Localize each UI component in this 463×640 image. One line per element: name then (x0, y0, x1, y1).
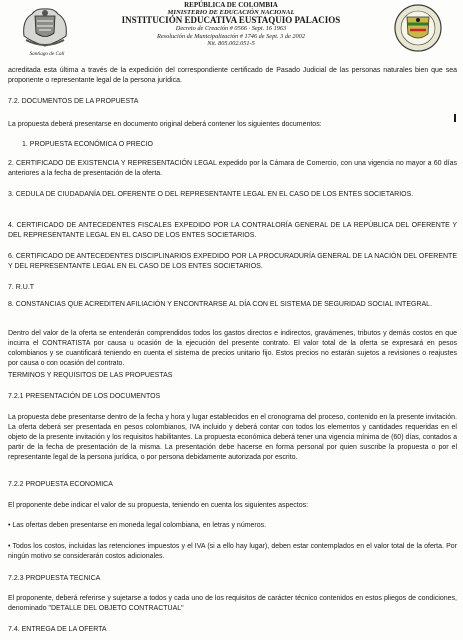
seal-caption: Santiago de Cali (29, 51, 65, 57)
nit-line: Nit. 805.002.051-5 (207, 39, 255, 47)
section-heading-7-2-2: 7.2.2 PROPUESTA ECONOMICA (8, 481, 113, 488)
letterhead (0, 0, 463, 64)
decree-line: Decreto de Creación # 0566 · Sept. 16 1963 (175, 25, 287, 33)
institution-header (100, 2, 362, 47)
ministry-line: MINISTERIO DE EDUCACIÓN NACIONAL (167, 9, 295, 17)
institution-name: INSTITUCIÓN EDUCATIVA EUSTAQUIO PALACIOS (121, 15, 341, 26)
section-heading-7-2-3: 7.2.3 PROPUESTA TECNICA (8, 575, 101, 582)
paragraph-documents: La propuesta deberá presentarse en documento original deberá contener los siguientes documentos: (8, 121, 322, 128)
list-item-6: 6. CERTIFICADO DE ANTECEDENTES DISCIPLINARIOS EXPEDIDO POR LA PROCURADURÍA GENERAL DE LA NACIÓN DEL OFERENTE Y DEL REPRESENTANTE LEGAL EN EL CASO DE LOS ENTES SOCIETARIOS. (8, 253, 457, 270)
city-coat-of-arms-icon (22, 6, 68, 50)
section-heading-7-2: 7.2. DOCUMENTOS DE LA PROPUESTA (8, 98, 139, 105)
paragraph-intro: acreditada esta última a través de la expedición del correspondiente certificado de Pasado Judicial de las personas naturales bien que sea proponente o representante legal de la persona jurídica. (8, 67, 457, 84)
list-item-8: 8. CONSTANCIAS QUE ACREDITEN AFILIACIÓN Y ENCONTRARSE AL DÍA CON EL SISTEMA DE SEGURIDAD SOCIAL INTEGRAL. (8, 301, 432, 308)
list-item-3: 3. CEDULA DE CIUDADANÍA DEL OFERENTE O DEL REPRESENTANTE LEGAL EN EL CASO DE LOS ENTES SOCIETARIOS. (8, 191, 414, 198)
bullet-currency: • Las ofertas deben presentarse en moneda legal colombiana, en letras y números. (8, 522, 267, 529)
bullet-costs: • Todos los costos, incluidas las retenciones impuestos y el IVA (si a ello hay lugar), deben estar contemplados en el valor total de la oferta. Por ningún motivo se considerarán costos adicionales. (8, 543, 457, 560)
list-item-2: 2. CERTIFICADO DE EXISTENCIA Y REPRESENTACIÓN LEGAL expedido por la Cámara de Comercio, con una vigencia no mayor a 60 días anteriores a la fecha de presentación de la oferta. (8, 160, 457, 177)
terms-heading: TERMINOS Y REQUISITOS DE LAS PROPUESTAS (8, 372, 173, 379)
republic-line: REPÚBLICA DE COLOMBIA (184, 1, 278, 9)
scan-mark (454, 114, 456, 122)
paragraph-technical: El proponente, deberá referirse y sujetarse a todos y cada uno de los requisitos de carácter técnico contenidos en estos pliegos de condiciones, denominado "DETALLE DEL OBJETO CONTRACTUAL" (8, 595, 457, 612)
school-crest-icon (393, 4, 443, 52)
resolution-line: Resolución de Municipalización # 1746 de Sept. 3 de 2002 (157, 32, 305, 40)
list-item-7: 7. R.U.T (8, 284, 35, 291)
list-item-4: 4. CERTIFICADO DE ANTECEDENTES FISCALES EXPEDIDO POR LA CONTRALORÍA GENERAL DE LA REPÚBLICA DEL OFERENTE Y DEL REPRESENTANTE LEGAL EN EL CASO DE LOS ENTES SOCIETARIOS. (8, 222, 457, 239)
paragraph-offer-value: Dentro del valor de la oferta se entenderán comprendidos todos los gastos directos e indirectos, gravámenes, tributos y demás costos en que incurra el CONTRATISTA por causa u ocasión de la ejecución del presente contrato. El valor total de la oferta se expresará en pesos colombianos y se cuantificará teniendo en cuenta el sistema de precios unitario fijo. Estos precios no estarán sujetos a revisiones o reajustes por causa o con ocasión del contrato. (8, 330, 457, 367)
section-heading-7-4: 7.4. ENTREGA DE LA OFERTA (8, 626, 107, 633)
paragraph-presentation: La propuesta debe presentarse dentro de la fecha y hora y lugar establecidos en el cronograma del proceso, contenido en la presente invitación. La oferta deberá ser presentada en pesos colombianos, IVA incluido y deberá contar con todos los elementos y cantidades requeridas en el objeto de la presente invitación y los requisitos habilitantes. La propuesta económica deberá tener una vigencia mínima de (60) días, contados a partir de la fecha de presentación de la misma. La presentación debe hacerse en forma personal por quien suscribe la propuesta o por el representante legal de la persona jurídica, o por persona debidamente autorizada por escrito. (8, 414, 457, 461)
list-item-1: 1. PROPUESTA ECONÓMICA O PRECIO (22, 141, 153, 148)
section-heading-7-2-1: 7.2.1 PRESENTACIÓN DE LOS DOCUMENTOS (8, 393, 161, 400)
paragraph-economic: El proponente debe indicar el valor de su propuesta, teniendo en cuenta los siguientes aspectos: (8, 502, 309, 509)
